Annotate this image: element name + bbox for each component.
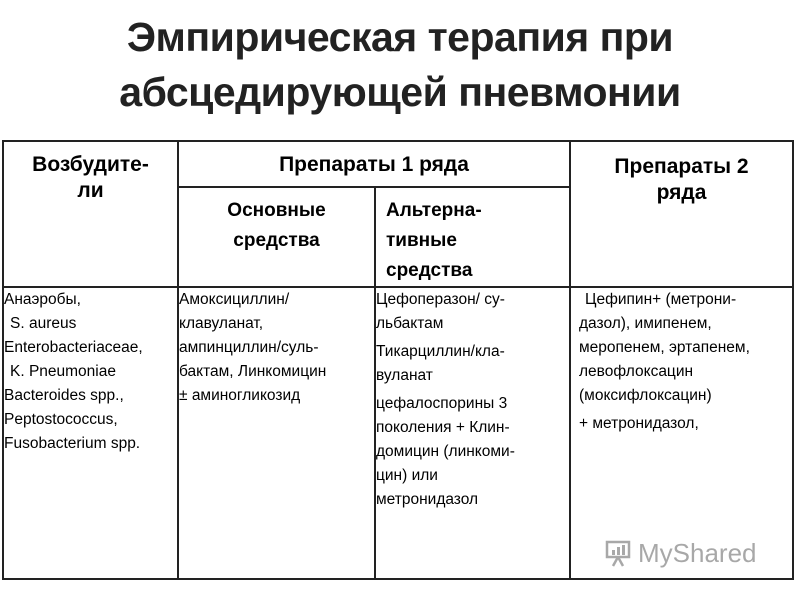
header-basic — [178, 187, 375, 287]
cell-line: цефалоспорины 3 — [376, 395, 508, 412]
cell-line: левофлоксацин — [579, 363, 694, 380]
cell-line: Fusobacterium spp. — [4, 435, 141, 452]
alternative-drugs-list — [376, 288, 569, 512]
alternative-drugs-cell — [375, 287, 570, 579]
cell-line: клавуланат, — [179, 315, 264, 332]
cell-line: ± аминогликозид — [179, 387, 301, 404]
cell-line: льбактам — [376, 315, 444, 332]
cell-line: Enterobacteriaceae, — [4, 339, 143, 356]
pathogens-list — [4, 288, 177, 456]
header-first-line-text: Препараты 1 ряда — [279, 153, 469, 176]
pathogens-cell — [3, 287, 178, 579]
header-pathogens-text: Возбудите-ли — [32, 153, 149, 202]
cell-line: + метронидазол, — [579, 415, 699, 432]
cell-line: Амоксициллин/ — [179, 291, 290, 308]
cell-line: цин) или — [376, 467, 438, 484]
cell-line: метронидазол — [376, 491, 479, 508]
header-basic-text: Основные средства — [227, 200, 326, 251]
title-line-2: абсцедирующей пневмонии — [119, 69, 681, 115]
cell-line: меропенем, эртапенем, — [579, 339, 750, 356]
page-title — [0, 10, 800, 120]
therapy-table — [2, 140, 794, 580]
cell-line: дазол), имипенем, — [579, 315, 712, 332]
header-first-line — [178, 141, 570, 187]
basic-drugs-cell — [178, 287, 375, 579]
header-alternative — [375, 187, 570, 287]
cell-line: Цефипин+ (метрони- — [585, 291, 737, 308]
watermark-text: MyShared — [638, 537, 757, 568]
header-second-line — [570, 141, 793, 287]
cell-line: бактам, Линкомицин — [179, 363, 327, 380]
myshared-watermark — [604, 536, 757, 570]
cell-line: вуланат — [376, 367, 433, 384]
cell-line: Анаэробы, — [4, 291, 81, 308]
cell-line: (моксифлоксацин) — [579, 387, 712, 404]
header-pathogens — [3, 141, 178, 287]
title-line-1: Эмпирическая терапия при — [126, 14, 674, 60]
presentation-icon — [604, 538, 634, 568]
cell-line: домицин (линкоми- — [376, 443, 515, 460]
cell-line: Цефоперазон/ су- — [376, 291, 505, 308]
cell-line: ампинциллин/суль- — [179, 339, 319, 356]
cell-line: Тикарциллин/кла- — [376, 343, 505, 360]
basic-drugs-list — [179, 288, 374, 408]
cell-line: K. Pneumoniae — [10, 363, 116, 380]
cell-line: Bacteroides spp., — [4, 387, 124, 404]
second-line-drugs-list — [579, 288, 792, 436]
cell-line: S. aureus — [10, 315, 77, 332]
header-alternative-text: Альтерна-тивные средства — [386, 200, 482, 281]
header-second-line-text: Препараты 2 ряда — [614, 155, 749, 204]
cell-line: поколения + Клин- — [376, 419, 510, 436]
cell-line: Peptostococcus, — [4, 411, 118, 428]
